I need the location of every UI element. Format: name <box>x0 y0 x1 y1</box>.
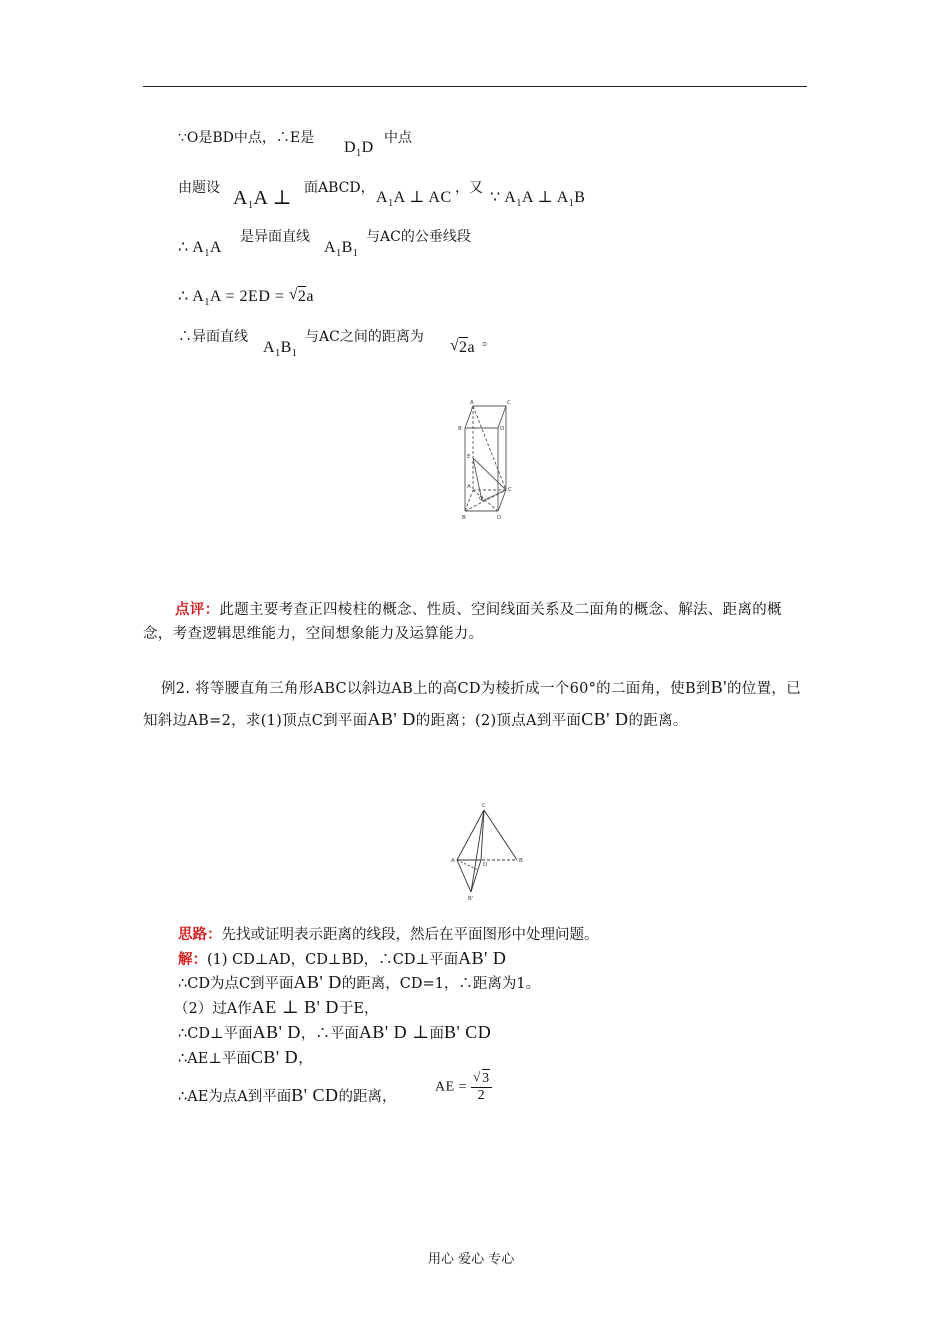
math-abd-plane: AB' D <box>367 709 416 729</box>
math-a1a-equals: ∴ $A_1A = 2ED$ = √ 2a <box>178 286 315 308</box>
solution-line-3: （2）过A作AE ⊥ B' D于E， <box>174 997 379 1017</box>
fig1-label-b: B <box>462 515 466 521</box>
fig1-label-o: O <box>479 496 484 502</box>
line5-text-b: 与AC之间的距离为 <box>305 329 424 345</box>
example2-paragraph: 例2. 将等腰直角三角形ABC以斜边AB上的高CD为棱折成一个60°的二面角，使B到B'的位置，已知斜边AB=2，求(1)顶点C到平面AB' D的距离；(2)顶点A到平面CB' D的距离。 <box>143 677 801 729</box>
math-cbd-plane: CB' D <box>581 709 629 729</box>
figure-pyramid <box>450 800 525 905</box>
solution-line-4: ∴CD⊥平面AB' D，∴平面AB' D ⊥面B' CD <box>178 1022 492 1042</box>
solution-line-2: ∴CD为点C到平面AB' D的距离，CD=1，∴距离为1。 <box>178 972 541 992</box>
math-therefore-a1a: ∴ $A_1A$ <box>178 239 222 259</box>
line1-text-b: 中点 <box>384 130 412 146</box>
math-a1a-perp-ac: $A_1A$ ⊥ AC <box>376 189 452 209</box>
fig1-label-d1: D <box>500 426 505 432</box>
line5-text-c: 。 <box>482 333 496 349</box>
fig1-label-b1: B <box>458 426 462 432</box>
sqrt-2: √ 2 <box>288 286 307 305</box>
comment-paragraph <box>143 598 809 646</box>
idea-label: 思路： <box>178 926 222 943</box>
line3-text-b: 与AC的公垂线段 <box>366 229 471 245</box>
comment-label: 点评： <box>175 601 220 618</box>
page-footer: 用心 爱心 专心 <box>428 1252 515 1267</box>
solution-label: 解： <box>178 951 207 968</box>
math-a1b1-line5: $A_1B_1$ <box>263 339 298 359</box>
fig2-label-b: B <box>519 858 523 864</box>
fig1-label-c1: C <box>507 400 511 406</box>
line2-text-b: 面ABCD， <box>304 180 375 196</box>
header-rule <box>143 86 807 87</box>
solution-line-1: 解：(1) CD⊥AD，CD⊥BD，∴CD⊥平面AB' D <box>178 948 507 968</box>
solution-line-6: ∴AE为点A到平面B' CD的距离， <box>178 1085 397 1105</box>
math-d1d: $D_1D$ <box>344 139 374 159</box>
math-a1b1-line3: $A_1B_1$ <box>324 239 359 259</box>
fig1-label-a: A <box>467 484 471 490</box>
fig1-label-a1: A <box>470 400 474 406</box>
text-line-1 <box>178 131 314 145</box>
fig2-label-a: A <box>451 858 455 864</box>
line2-text-a: 由题设 <box>178 180 220 196</box>
math-a1a-perp: $A_1A$ ⊥ <box>233 187 293 211</box>
sqrt-2b: √ 2 <box>450 337 468 356</box>
fig1-label-d: D <box>497 515 502 521</box>
fig1-label-e: E <box>467 454 471 460</box>
fig2-label-d: D <box>483 862 488 868</box>
fig1-label-c: C <box>508 487 512 493</box>
idea-text: 先找或证明表示距离的线段，然后在平面图形中处理问题。 <box>221 927 599 943</box>
line5-text-a: ∴异面直线 <box>178 329 248 345</box>
fig2-label-b-prime: B' <box>468 896 474 902</box>
math-b-prime: B' <box>710 677 727 697</box>
line3-text-a: 是异面直线 <box>240 229 310 245</box>
math-ae-fraction: AE = √ 3 2 <box>435 1069 490 1103</box>
math-a1a-perp-a1b: ∵ $A_1A$ ⊥ $A_1B$ <box>490 189 586 209</box>
line2-text-c: ，又 <box>455 180 483 196</box>
figure-prism <box>455 398 520 523</box>
line1-text-a: ∵O是BD中点，∴E是 <box>178 130 315 146</box>
comment-text: 此题主要考查正四棱柱的概念、性质、空间线面关系及二面角的概念、解法、距离的概念，考查逻辑思维能力，空间想象能力及运算能力。 <box>143 602 782 642</box>
solution-line-5: ∴AE⊥平面CB' D， <box>178 1047 313 1067</box>
idea-line <box>178 928 599 943</box>
math-sqrt2a: √ 2a <box>450 337 476 356</box>
fig2-label-c: C <box>482 803 486 809</box>
fraction-sqrt3-over-2: √ 3 2 <box>473 1069 490 1103</box>
